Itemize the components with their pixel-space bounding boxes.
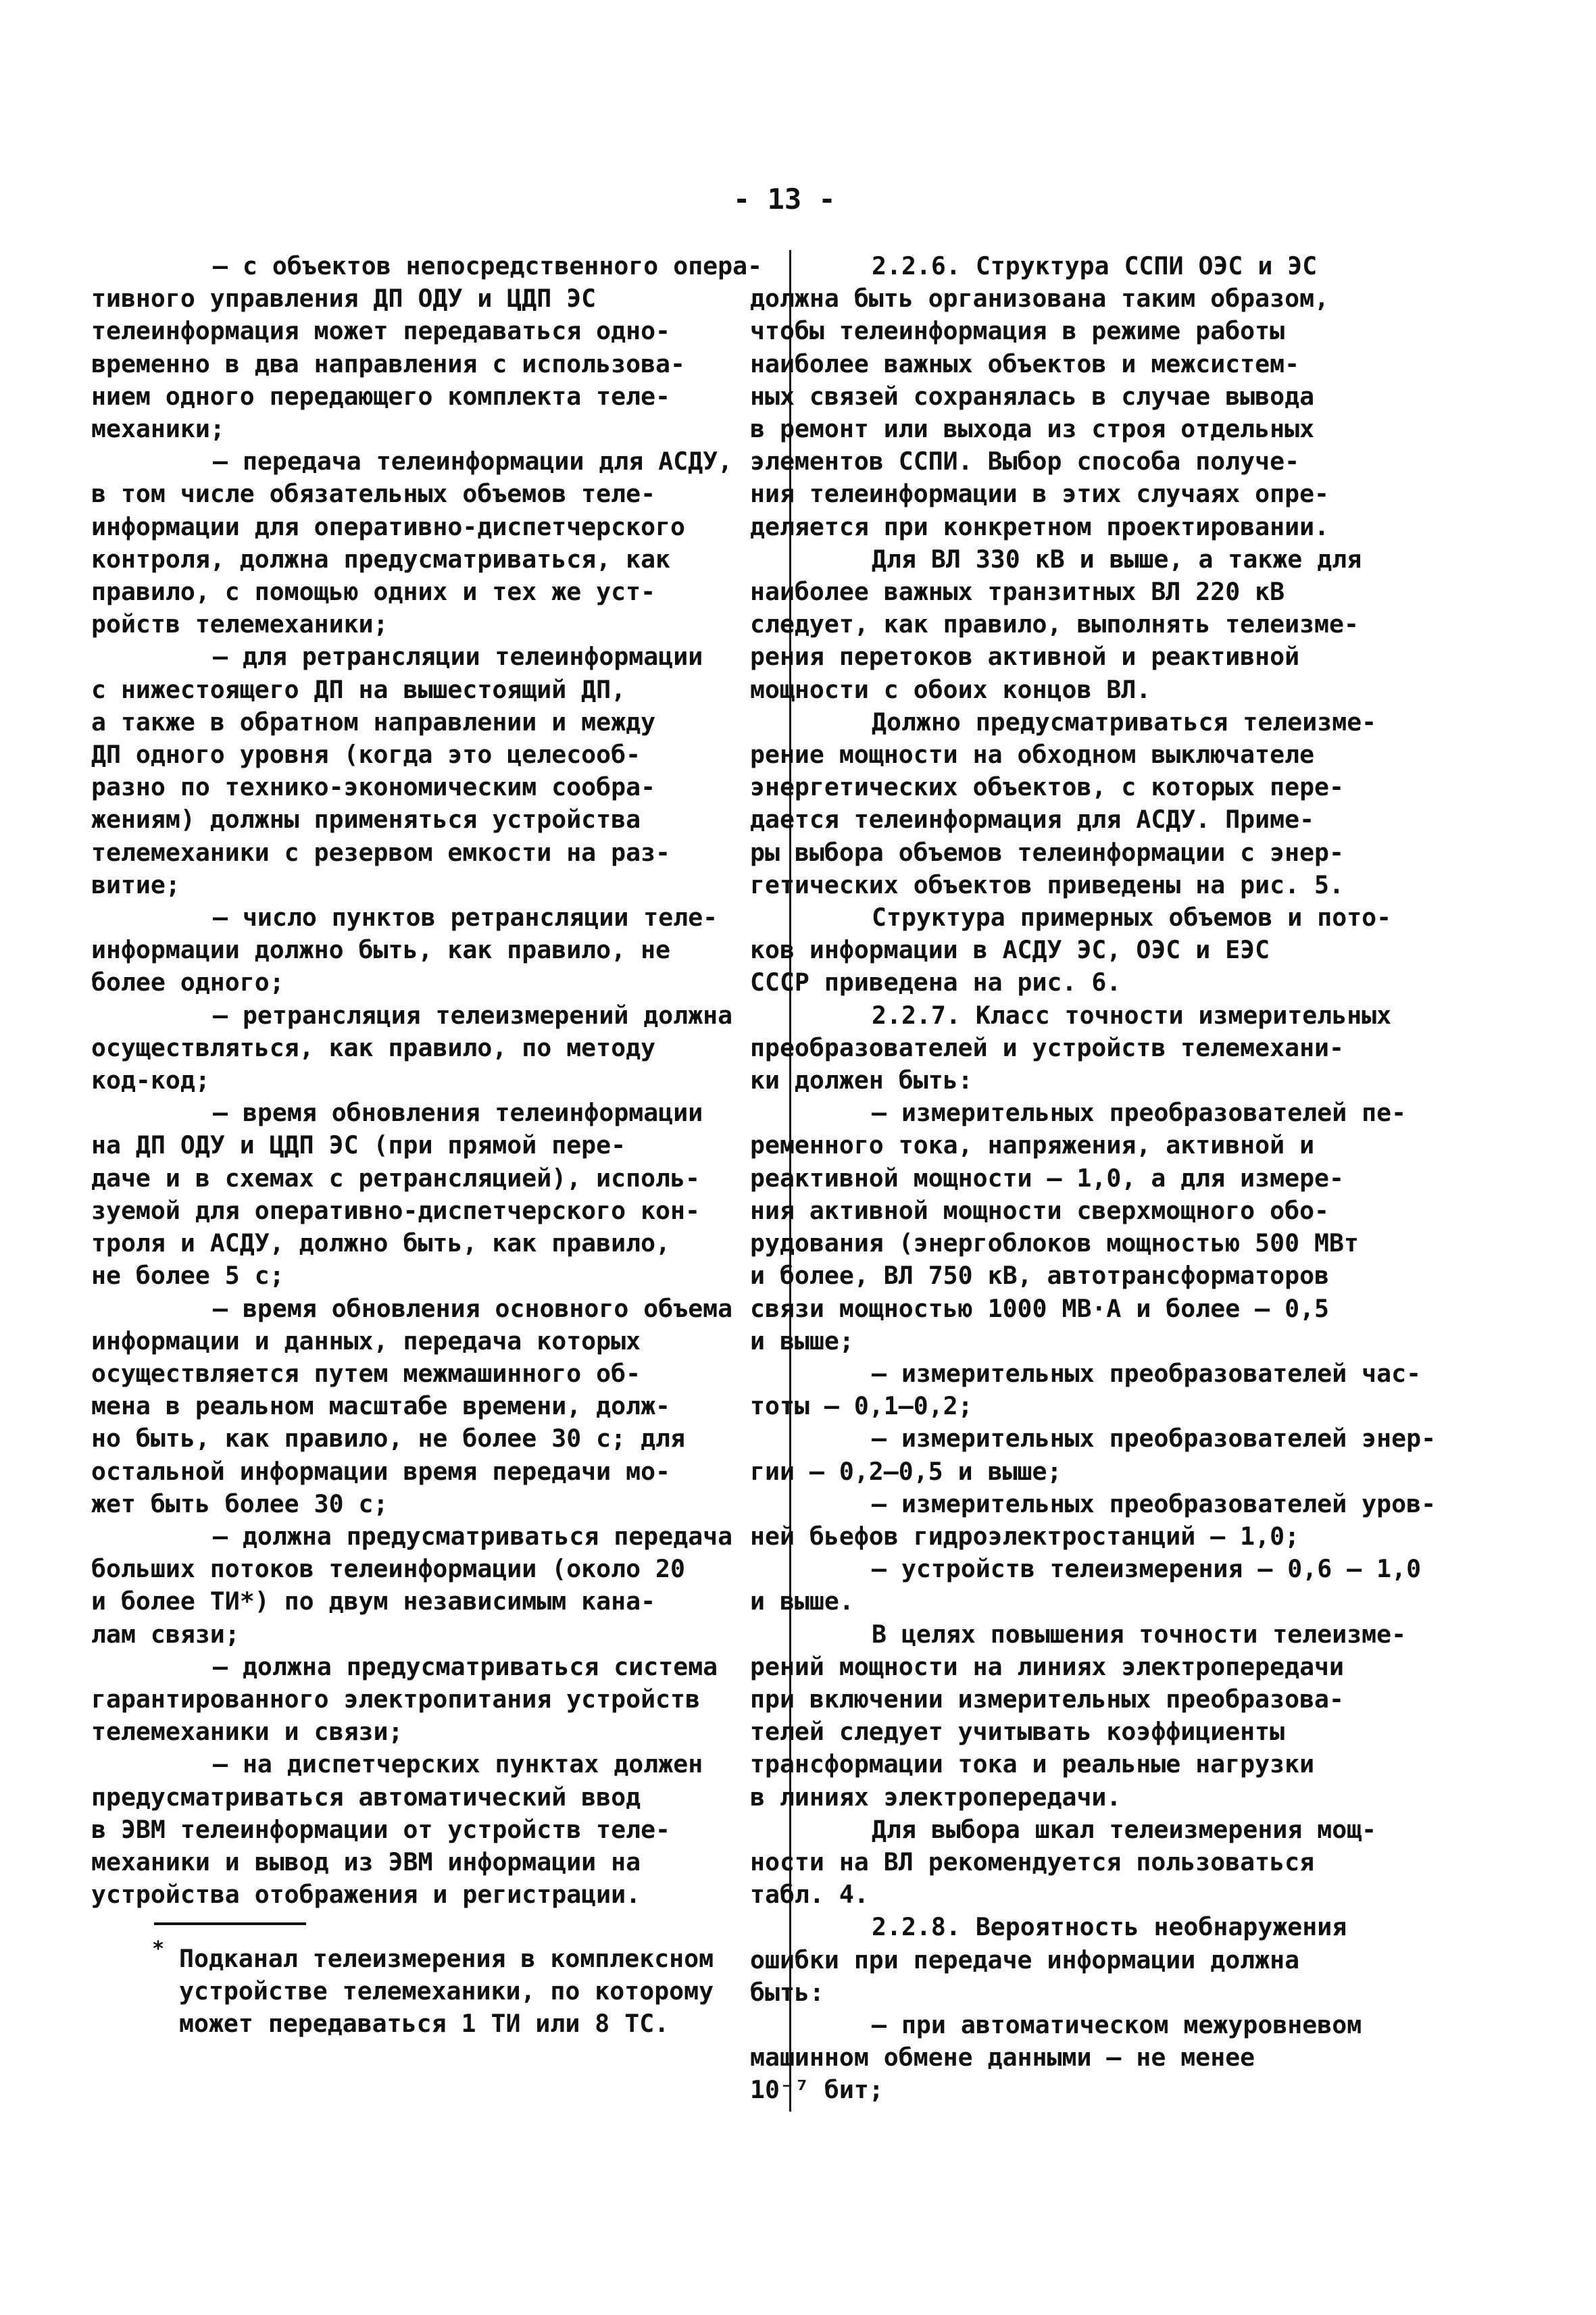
text-line: телемеханики и связи; [91,1717,403,1747]
text-line: наиболее важных транзитных ВЛ 220 кВ [750,577,1285,607]
paragraph [750,999,1460,1097]
text-line: лам связи; [91,1619,240,1649]
text-line: и выше; [750,1326,854,1355]
paragraph [750,1911,1460,2009]
text-line: преобразователей и устройств телемехани- [750,1032,1344,1062]
paragraph [91,250,763,445]
text-line: Должно предусматриваться телеизме- [872,707,1377,737]
paragraph [750,1618,1460,1814]
text-line: зуемой для оперативно-диспетчерского кон- [91,1195,700,1225]
text-line: информации должно быть, как правило, не [91,935,671,965]
text-line: информации и данных, передача которых [91,1326,641,1355]
text-line: – измерительных преобразователей пе- [872,1098,1407,1128]
paragraph [91,999,753,1097]
text-line: трансформации тока и реальные нагрузки [750,1749,1315,1779]
text-line: при включении измерительных преобразова- [750,1684,1344,1714]
text-line: разно по технико-экономическим сообра- [91,772,656,802]
text-line: машинном обмене данными — не менее [750,2043,1255,2072]
text-line: следует, как правило, выполнять телеизме- [750,609,1359,639]
text-line: ры выбора объемов телеинформации с энер- [750,837,1344,867]
text-line: гарантированного электропитания устройств [91,1684,700,1714]
text-line: ности на ВЛ рекомендуется пользоваться [750,1847,1315,1876]
text-line: – устройств телеизмерения — 0,6 – 1,0 [872,1554,1422,1584]
text-line: Структура примерных объемов и пото- [872,903,1392,932]
footnote-rule [154,1922,306,1925]
text-line: телей следует учитывать коэффициенты [750,1717,1285,1747]
text-line: – число пунктов ретрансляции теле- [213,903,718,932]
text-line: на ДП ОДУ и ЦДП ЭС (при прямой пере- [91,1130,626,1160]
text-line: осуществляться, как правило, по методу [91,1032,656,1062]
text-line: дается телеинформация для АСДУ. Приме- [750,805,1315,835]
text-line: рения перетоков активной и реактивной [750,642,1300,672]
paragraph [750,901,1460,999]
text-line: 2.2.7. Класс точности измерительных [872,1000,1392,1030]
text-line: и выше. [750,1587,854,1616]
footnote-line: устройстве телемеханики, по которому [179,1976,714,2006]
footnote [152,1937,753,2041]
text-line: осуществляется путем межмашинного об- [91,1358,641,1388]
text-line: но быть, как правило, не более 30 с; для [91,1424,685,1453]
text-line: остальной информации время передачи мо- [91,1456,671,1486]
text-line: ДП одного уровня (когда это целесооб- [91,740,641,770]
text-line: – измерительных преобразователей энер- [872,1424,1437,1453]
text-line: больших потоков телеинформации (около 20 [91,1554,685,1584]
page-number: - 13 - [733,182,836,216]
text-line: код-код; [91,1066,210,1095]
text-line: ных связей сохранялась в случае вывода [750,381,1315,411]
text-line: временно в два направления с использова- [91,349,685,378]
text-line: деляется при конкретном проектировании. [750,512,1330,541]
left-column [91,250,763,1911]
text-line: даче и в схемах с ретрансляцией), исполь- [91,1163,700,1193]
footnote-mark: * [152,1937,165,1961]
text-line: тивного управления ДП ОДУ и ЦДП ЭС [91,284,597,314]
text-line: 10⁻⁷ бит; [750,2075,884,2105]
paragraph [750,1553,1460,1618]
text-line: ошибки при передаче информации должна [750,1945,1300,1974]
paragraph [91,901,753,999]
text-line: ней бьефов гидроэлектростанций — 1,0; [750,1521,1300,1551]
paragraph [750,706,1460,901]
footnote-line: Подканал телеизмерения в комплексном [179,1944,714,1973]
text-line: – измерительных преобразователей час- [872,1358,1422,1388]
text-line: 2.2.8. Вероятность необнаружения [872,1912,1347,1942]
paragraph [91,1293,753,1520]
text-line: телемеханики с резервом емкости на раз- [91,837,671,867]
text-line: – измерительных преобразователей уров- [872,1489,1437,1518]
text-line: механики и вывод из ЭВМ информации на [91,1847,641,1876]
paragraph [91,445,753,641]
text-line: ременного тока, напряжения, активной и [750,1130,1315,1160]
text-line: В целях повышения точности телеизме- [872,1619,1407,1649]
text-line: жениям) должны применяться устройства [91,805,641,835]
paragraph [91,1520,753,1651]
text-line: тоты — 0,1–0,2; [750,1391,973,1421]
text-line: троля и АСДУ, должно быть, как правило, [91,1228,671,1258]
text-line: ков информации в АСДУ ЭС, ОЭС и ЕЭС [750,935,1270,965]
paragraph [91,1651,753,1749]
text-line: а также в обратном направлении и между [91,707,656,737]
text-line: элементов ССПИ. Выбор способа получе- [750,447,1300,476]
text-line: рение мощности на обходном выключателе [750,740,1315,770]
text-line: предусматриваться автоматический ввод [91,1782,641,1812]
text-line: Для ВЛ 330 кВ и выше, а также для [872,544,1362,574]
footnote-line: может передаваться 1 ТИ или 8 ТС. [179,2009,670,2039]
text-line: быть: [750,1977,824,2007]
text-line: правило, с помощью одних и тех же уст- [91,577,656,607]
text-line: должна быть организована таким образом, [750,284,1330,314]
text-line: 2.2.6. Структура ССПИ ОЭС и ЭС [872,251,1318,280]
text-line: телеинформация может передаваться одно- [91,316,671,346]
paragraph [91,1748,753,1911]
text-line: нием одного передающего комплекта теле- [91,381,671,411]
paragraph [750,1814,1460,1912]
paragraph [750,250,1460,543]
text-line: мена в реальном масштабе времени, долж- [91,1391,671,1421]
text-line: – с объектов непосредственного опера- [213,251,763,280]
text-line: чтобы телеинформация в режиме работы [750,316,1285,346]
text-line: – ретрансляция телеизмерений должна [213,1000,733,1030]
text-line: энергетических объектов, с которых пере- [750,772,1344,802]
text-line: в ЭВМ телеинформации от устройств теле- [91,1814,671,1844]
paragraph [91,641,753,901]
text-line: жет быть более 30 с; [91,1489,389,1518]
text-line: – время обновления основного объема [213,1293,733,1323]
text-line: СССР приведена на рис. 6. [750,968,1122,997]
text-line: не более 5 с; [91,1261,284,1291]
paragraph [750,2009,1460,2107]
text-line: в ремонт или выхода из строя отдельных [750,414,1315,444]
text-line: устройства отображения и регистрации. [91,1880,641,1910]
text-line: мощности с обоих концов ВЛ. [750,674,1151,704]
text-line: табл. 4. [750,1880,869,1910]
text-line: – должна предусматриваться передача [213,1521,733,1551]
text-line: – время обновления телеинформации [213,1098,703,1128]
text-line: гетических объектов приведены на рис. 5. [750,870,1344,899]
text-line: с нижестоящего ДП на вышестоящий ДП, [91,674,626,704]
text-line: – должна предусматриваться система [213,1651,718,1681]
paragraph [750,1422,1460,1487]
text-line: рений мощности на линиях электропередачи [750,1651,1344,1681]
text-line: ния телеинформации в этих случаях опре- [750,479,1330,509]
text-line: и более ТИ*) по двум независимым кана- [91,1587,656,1616]
paragraph [750,1358,1460,1422]
paragraph [750,1097,1460,1358]
text-line: ройств телемеханики; [91,609,389,639]
text-line: связи мощностью 1000 МВ·А и более — 0,5 [750,1293,1330,1323]
text-line: – передача телеинформации для АСДУ, [213,447,733,476]
text-line: механики; [91,414,225,444]
text-line: более одного; [91,968,284,997]
text-line: контроля, должна предусматриваться, как [91,544,671,574]
text-line: в том числе обязательных объемов теле- [91,479,656,509]
paragraph [750,1488,1460,1553]
text-line: ния активной мощности сверхмощного обо- [750,1195,1330,1225]
text-line: витие; [91,870,180,899]
text-line: рудования (энергоблоков мощностью 500 МВт [750,1228,1359,1258]
text-line: в линиях электропередачи. [750,1782,1122,1812]
paragraph [750,543,1460,706]
text-line: Для выбора шкал телеизмерения мощ- [872,1814,1377,1844]
text-line: ки должен быть: [750,1066,973,1095]
paragraph [91,1097,753,1292]
text-line: и более, ВЛ 750 кВ, автотрансформаторов [750,1261,1330,1291]
right-column [750,250,1460,2107]
text-line: реактивной мощности — 1,0, а для измере- [750,1163,1344,1193]
text-line: наиболее важных объектов и межсистем- [750,349,1300,378]
text-line: – при автоматическом межуровневом [872,2010,1362,2039]
text-line: – для ретрансляции телеинформации [213,642,703,672]
text-line: – на диспетчерских пунктах должен [213,1749,703,1779]
text-line: информации для оперативно-диспетчерского [91,512,685,541]
text-line: гии — 0,2–0,5 и выше; [750,1456,1062,1486]
